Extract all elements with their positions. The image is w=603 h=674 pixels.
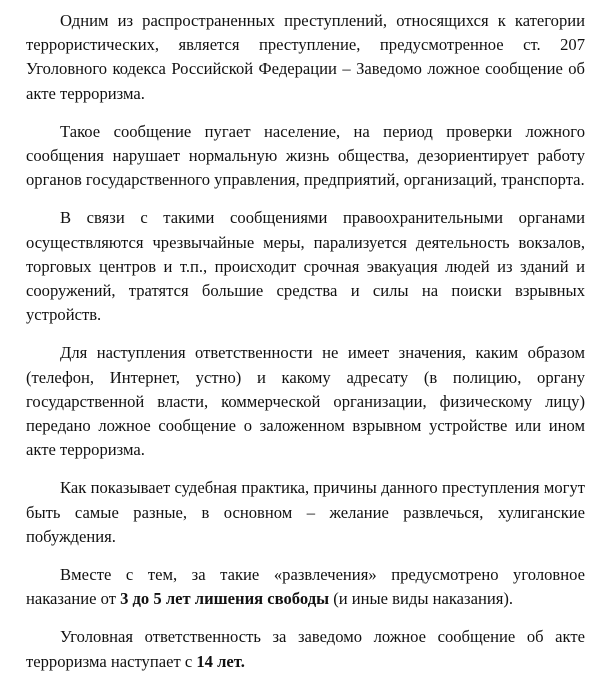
paragraph-intro: Одним из распространенных преступлений, относящихся к категории террористических, является преступление, предусмотренное ст. 207 Уголовного кодекса Российской Федерации – Заведомо ложное сообщение об акте терроризма. [26,11,585,103]
paragraph-liability-channels: Для наступления ответственности не имеет значения, каким образом (телефон, Интернет, устно) и какому адресату (в полицию, органу государственной власти, коммерческой организации, физическому лицу) передано ложное сообщение о заложенном взрывном устройстве или ином акте терроризма. [26,343,585,460]
document-body [26,9,585,674]
penalty-term: 3 до 5 лет лишения свободы [120,589,330,609]
paragraph-consequences: Такое сообщение пугает население, на период проверки ложного сообщения нарушает нормальную жизнь общества, дезориентирует работу органов государственного управления, предприятий, организаций, транспорта. [26,121,585,190]
age-of-liability: 14 лет. [196,651,245,671]
penalty-text-after: (и иные виды наказания). [329,589,514,609]
penalty-text-before: Вместе с тем, за такие «развлечения» предусмотрено уголовное наказание от [26,565,585,609]
age-text-before: Уголовная ответственность за заведомо ложное сообщение об акте терроризма наступает с [26,627,585,671]
paragraph-age-of-liability [26,625,585,673]
paragraph-penalty [26,563,585,611]
paragraph-motives: Как показывает судебная практика, причины данного преступления могут быть самые разные, в основном – желание развлечься, хулиганские побуждения. [26,478,585,546]
paragraph-emergency-measures: В связи с такими сообщениями правоохранительными органами осуществляются чрезвычайные меры, парализуется деятельность вокзалов, торговых центров и т.п., происходит срочная эвакуация людей из зданий и сооружений, тратятся большие средства и силы на поиски взрывных устройств. [26,208,585,325]
